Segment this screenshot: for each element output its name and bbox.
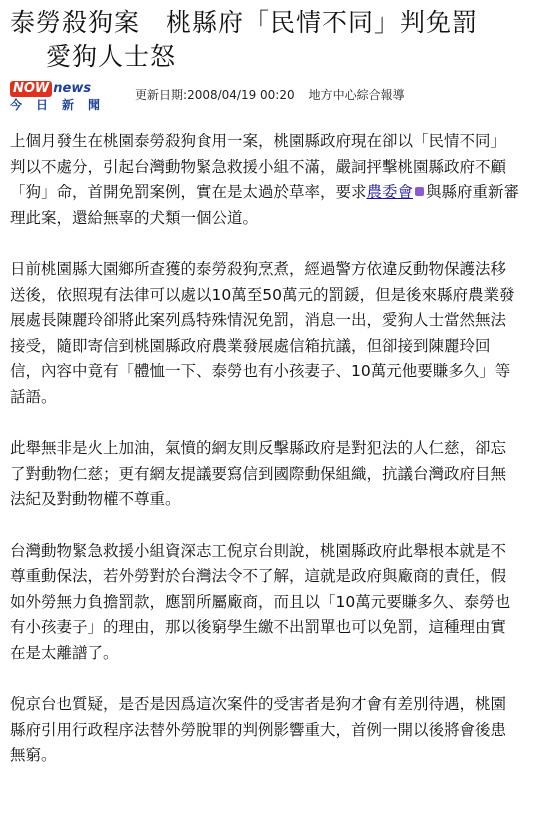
paragraph-4: [10, 539, 532, 667]
paragraph-3: [10, 436, 532, 513]
paragraph-line: 此舉無非是火上加油，氣憤的網友則反擊縣政府是對犯法的人仁慈，卻忘: [10, 439, 507, 457]
paragraph-line: 縣府引用行政程序法替外勞脫罪的判例影響重大，首例一開以後將會後患: [10, 720, 507, 739]
paragraph-line: 法紀及對動物權不尊重。: [10, 490, 181, 508]
link-council-of-agriculture[interactable]: 農委會: [366, 183, 414, 201]
article-meta: [10, 81, 535, 115]
paragraph-line: 理此案，還給無辜的犬類一個公道。: [10, 208, 259, 227]
page-title: [10, 6, 535, 74]
paragraph-line: 上個月發生在桃園泰勞殺狗食用一案，桃園縣政府現在卻以「民情不同」: [10, 132, 507, 150]
paragraph-line: 了對動物仁慈；更有網友提議要寫信到國際動保組織，抗議台灣政府目無: [10, 464, 507, 483]
updated-colon: :: [183, 88, 188, 102]
paragraph-2: [10, 257, 532, 410]
updated-label: 更新日期: [135, 88, 184, 102]
paragraph-line: 日前桃園縣大園鄉所查獲的泰勞殺狗烹煮，經過警方依違反動物保護法移: [10, 260, 507, 278]
paragraph-line: 台灣動物緊急救援小組資深志工倪京台則說，桃園縣政府此舉根本就是不: [10, 541, 507, 560]
paragraph-line: 接受，隨即寄信到桃園縣政府農業發展處信箱抗議，但卻接到陳麗玲回: [10, 336, 491, 355]
paragraph-line: [10, 180, 532, 206]
meta-text: [135, 87, 405, 103]
keyword-tag-icon[interactable]: [415, 187, 424, 196]
paragraph-line: 無窮。: [10, 746, 57, 764]
text-segment: 「狗」命，首開免罰案例，實在是太過於草率，要求: [10, 183, 367, 201]
paragraph-line: 判以不處分，引起台灣動物緊急救援小組不滿，嚴詞抨擊桃園縣政府不顧: [10, 157, 507, 176]
author-byline: 地方中心綜合報導: [308, 88, 405, 102]
paragraph-line: 在是太離譜了。: [10, 643, 119, 662]
paragraph-line: 倪京台也質疑，是否是因爲這次案件的受害者是狗才會有差別待遇，桃園: [10, 695, 507, 713]
paragraph-5: [10, 692, 532, 769]
logo-now: NOW: [10, 81, 52, 97]
article-body: [10, 129, 532, 795]
headline-line-2: 愛狗人士怒: [46, 42, 177, 71]
paragraph-line: 尊重動保法，若外勞對於台灣法令不了解，這就是政府與廠商的責任，假: [10, 567, 507, 585]
paragraph-1: [10, 129, 532, 231]
logo-news: news: [53, 81, 92, 96]
updated-date: 2008/04/19 00:20: [187, 88, 295, 102]
paragraph-line: 如外勞無力負擔罰款，應罰所屬廠商，而且以「10萬元要賺多久、泰勞也: [10, 592, 511, 611]
paragraph-line: 話語。: [10, 387, 57, 406]
paragraph-line: 送後，依照現有法律可以處以10萬至50萬元的罰鍰，但是後來縣府農業發: [10, 285, 515, 304]
paragraph-line: 有小孩妻子」的理由，那以後窮學生繳不出罰單也可以免罰，這種理由實: [10, 618, 507, 636]
text-segment: 與縣府重新審: [426, 183, 520, 201]
logo-wordmark: [10, 81, 91, 97]
paragraph-line: 展處長陳麗玲卻將此案列爲特殊情況免罰，消息一出，愛狗人士當然無法: [10, 311, 507, 329]
logo-subtitle: 今日新聞: [10, 98, 115, 112]
nownews-logo[interactable]: [10, 81, 134, 111]
headline-line-1: 泰勞殺狗案 桃縣府「民情不同」判免罰: [10, 8, 479, 37]
paragraph-line: 信，內容中竟有「體恤一下、泰勞也有小孩妻子、10萬元他要賺多久」等: [10, 362, 511, 380]
